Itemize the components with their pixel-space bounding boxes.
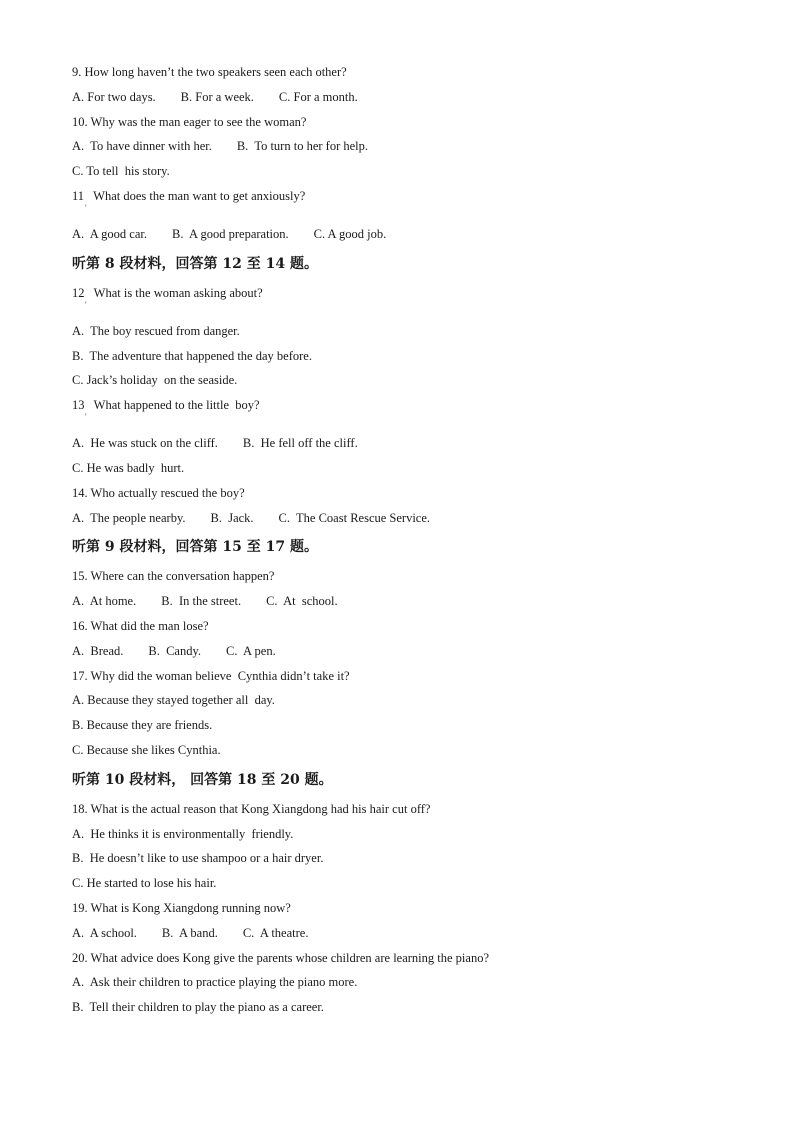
question-12-option-c: C. Jack’s holiday on the seaside.: [72, 373, 238, 388]
question-18: 18. What is the actual reason that Kong Xiangdong had his hair cut off?: [72, 801, 431, 816]
question-12: 12 What is the woman asking about? ': [72, 285, 732, 309]
question-17-option-b: B. Because they are friends.: [72, 718, 213, 733]
question-19: 19. What is Kong Xiangdong running now?: [72, 900, 291, 915]
question-13: 13 What happened to the little boy? ': [72, 397, 732, 421]
section-heading-10: 听第 10 段材料， 回答第 18 至 20 题。: [72, 771, 333, 788]
question-10-option-c: C. To tell his story.: [72, 164, 170, 179]
question-19-options: A. A school. B. A band. C. A theatre.: [72, 925, 309, 940]
question-11-options: A. A good car. B. A good preparation. C. A good job.: [72, 226, 387, 241]
question-18-option-c: C. He started to lose his hair.: [72, 876, 217, 891]
question-16: 16. What did the man lose?: [72, 618, 209, 633]
question-16-options: A. Bread. B. Candy. C. A pen.: [72, 643, 276, 658]
question-18-option-a: A. He thinks it is environmentally friendly.: [72, 826, 294, 841]
document-page: [72, 64, 732, 1024]
question-12-option-a: A. The boy rescued from danger.: [72, 323, 240, 338]
question-17-option-c: C. Because she likes Cynthia.: [72, 742, 221, 757]
question-17-option-a: A. Because they stayed together all day.: [72, 693, 275, 708]
question-14: 14. Who actually rescued the boy?: [72, 485, 245, 500]
question-18-option-b: B. He doesn’t like to use shampoo or a hair dryer.: [72, 851, 324, 866]
question-20: 20. What advice does Kong give the parents whose children are learning the piano?: [72, 950, 489, 965]
question-15: 15. Where can the conversation happen?: [72, 569, 275, 584]
section-heading-8: 听第 8 段材料，回答第 12 至 14 题。: [72, 255, 318, 272]
question-14-options: A. The people nearby. B. Jack. C. The Coast Rescue Service.: [72, 510, 431, 525]
question-10-options-ab: A. To have dinner with her. B. To turn to her for help.: [72, 139, 369, 154]
question-20-option-b: B. Tell their children to play the piano as a career.: [72, 1000, 324, 1015]
question-10: 10. Why was the man eager to see the woman?: [72, 114, 307, 129]
question-13-option-c: C. He was badly hurt.: [72, 460, 185, 475]
question-9-options: A. For two days. B. For a week. C. For a month.: [72, 89, 358, 104]
question-9: 9. How long haven’t the two speakers seen each other?: [72, 65, 347, 79]
question-13-options-ab: A. He was stuck on the cliff. B. He fell off the cliff.: [72, 436, 358, 451]
question-15-options: A. At home. B. In the street. C. At school.: [72, 594, 338, 609]
question-20-option-a: A. Ask their children to practice playing the piano more.: [72, 975, 358, 990]
question-11: 11 What does the man want to get anxiously? ': [72, 188, 732, 212]
section-heading-9: 听第 9 段材料，回答第 15 至 17 题。: [72, 539, 318, 556]
question-12-option-b: B. The adventure that happened the day before.: [72, 348, 312, 363]
question-17: 17. Why did the woman believe Cynthia didn’t take it?: [72, 668, 350, 683]
